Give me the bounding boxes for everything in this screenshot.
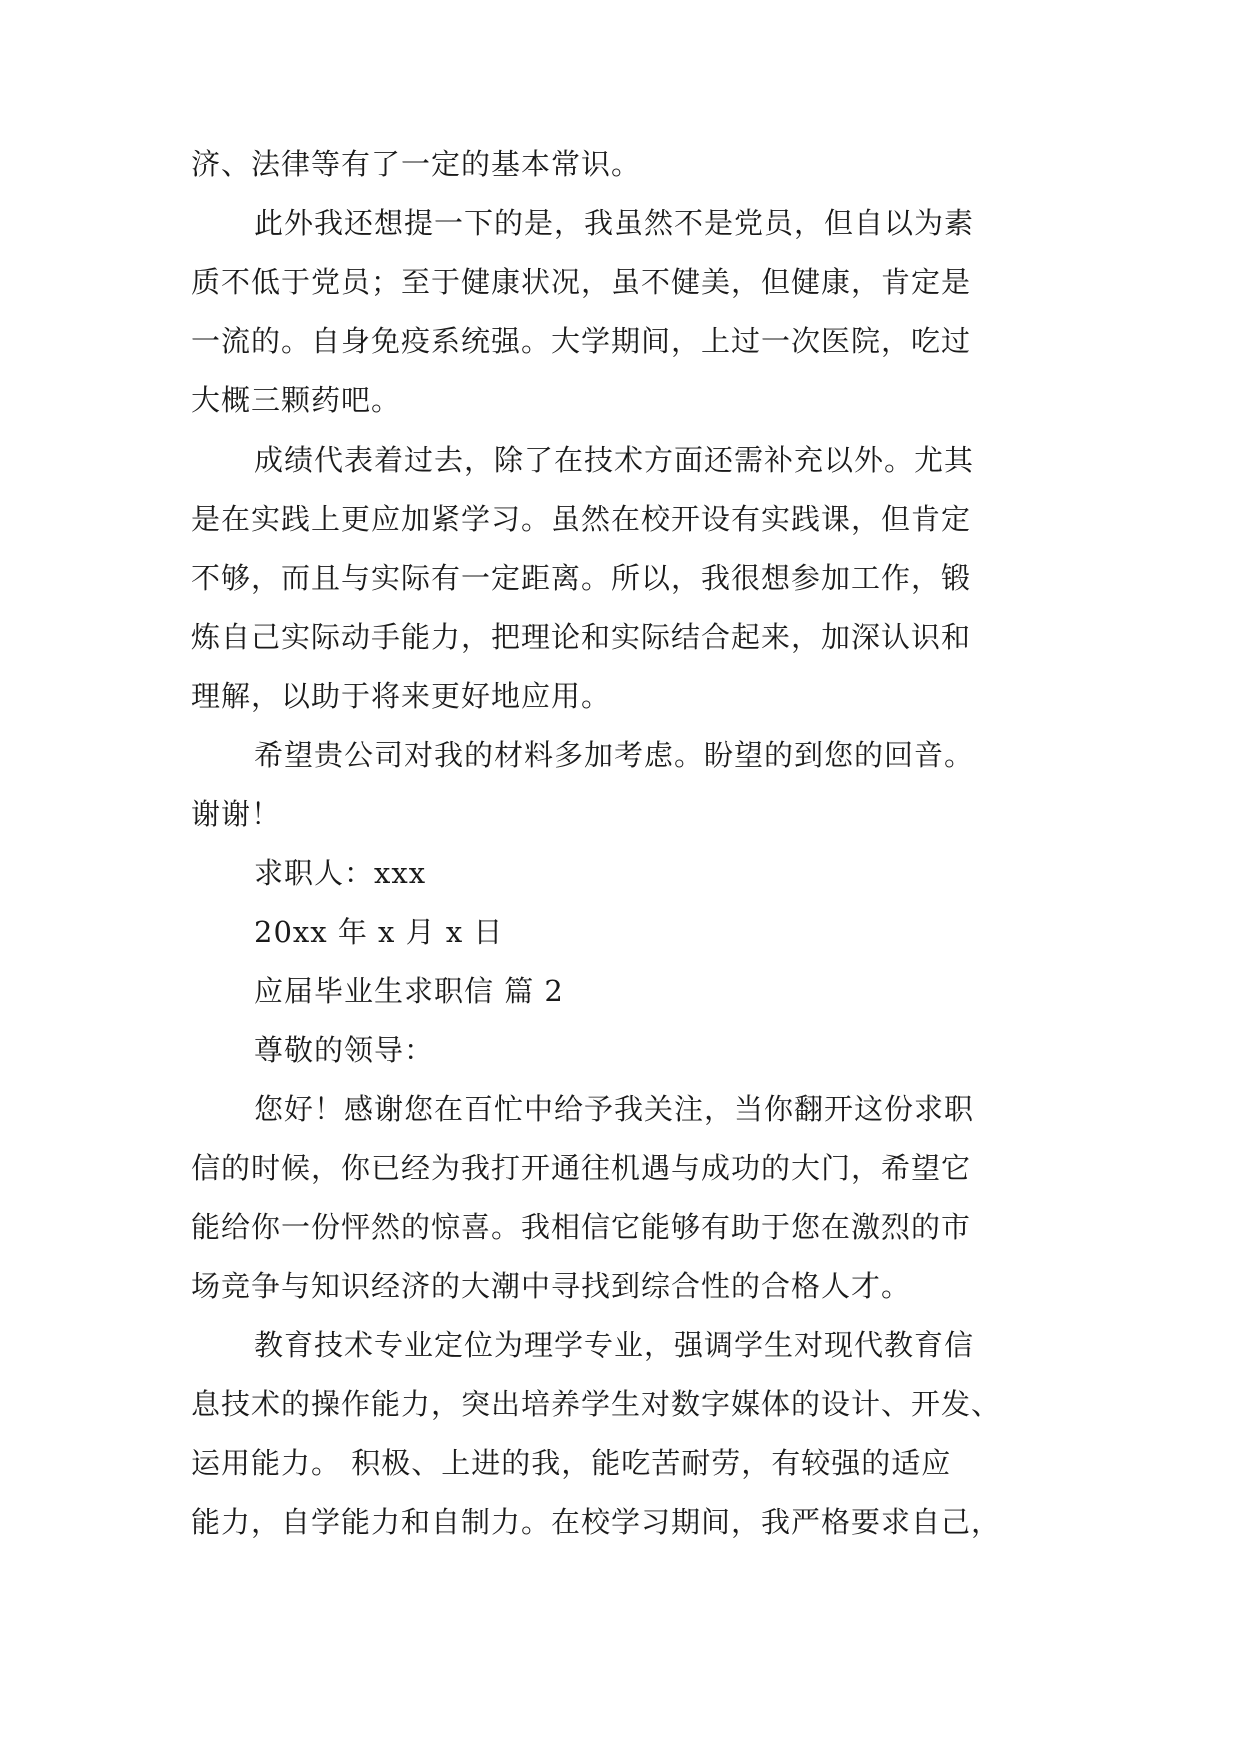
paragraph-first-line: 教育技术专业定位为理学专业，强调学生对现代教育信 bbox=[254, 1328, 975, 1362]
text-line: 运用能力。 积极、上进的我，能吃苦耐劳，有较强的适应 bbox=[191, 1446, 952, 1480]
text-line: 炼自己实际动手能力，把理论和实际结合起来，加深认识和 bbox=[191, 620, 972, 654]
text-line: 理解，以助于将来更好地应用。 bbox=[191, 679, 612, 713]
paragraph-first-line: 您好！感谢您在百忙中给予我关注，当你翻开这份求职 bbox=[254, 1092, 975, 1126]
text-line: 信的时候，你已经为我打开通往机遇与成功的大门，希望它 bbox=[191, 1151, 972, 1185]
text-line: 大概三颗药吧。 bbox=[191, 383, 402, 417]
text-line: 息技术的操作能力，突出培养学生对数字媒体的设计、开发、 bbox=[191, 1387, 1002, 1421]
paragraph-first-line: 希望贵公司对我的材料多加考虑。盼望的到您的回音。 bbox=[254, 738, 975, 772]
text-line: 济、法律等有了一定的基本常识。 bbox=[191, 147, 642, 181]
paragraph-first-line: 此外我还想提一下的是，我虽然不是党员，但自以为素 bbox=[254, 206, 975, 240]
paragraph-first-line: 成绩代表着过去，除了在技术方面还需补充以外。尤其 bbox=[254, 443, 975, 477]
text-line: 能力，自学能力和自制力。在校学习期间，我严格要求自己， bbox=[191, 1505, 1002, 1539]
text-line: 场竞争与知识经济的大潮中寻找到综合性的合格人才。 bbox=[191, 1269, 912, 1303]
text-line: 不够，而且与实际有一定距离。所以，我很想参加工作，锻 bbox=[191, 561, 972, 595]
text-line: 是在实践上更应加紧学习。虽然在校开设有实践课，但肯定 bbox=[191, 502, 972, 536]
salutation: 尊敬的领导： bbox=[254, 1033, 435, 1067]
text-line: 一流的。自身免疫系统强。大学期间，上过一次医院，吃过 bbox=[191, 324, 972, 358]
text-line: 谢谢！ bbox=[191, 797, 282, 831]
date-line: 20xx 年 x 月 x 日 bbox=[254, 915, 504, 949]
signature-line: 求职人：xxx bbox=[254, 856, 427, 890]
text-line: 质不低于党员；至于健康状况，虽不健美，但健康，肯定是 bbox=[191, 265, 972, 299]
section-heading: 应届毕业生求职信 篇 2 bbox=[254, 974, 564, 1008]
text-line: 能给你一份怦然的惊喜。我相信它能够有助于您在激烈的市 bbox=[191, 1210, 972, 1244]
